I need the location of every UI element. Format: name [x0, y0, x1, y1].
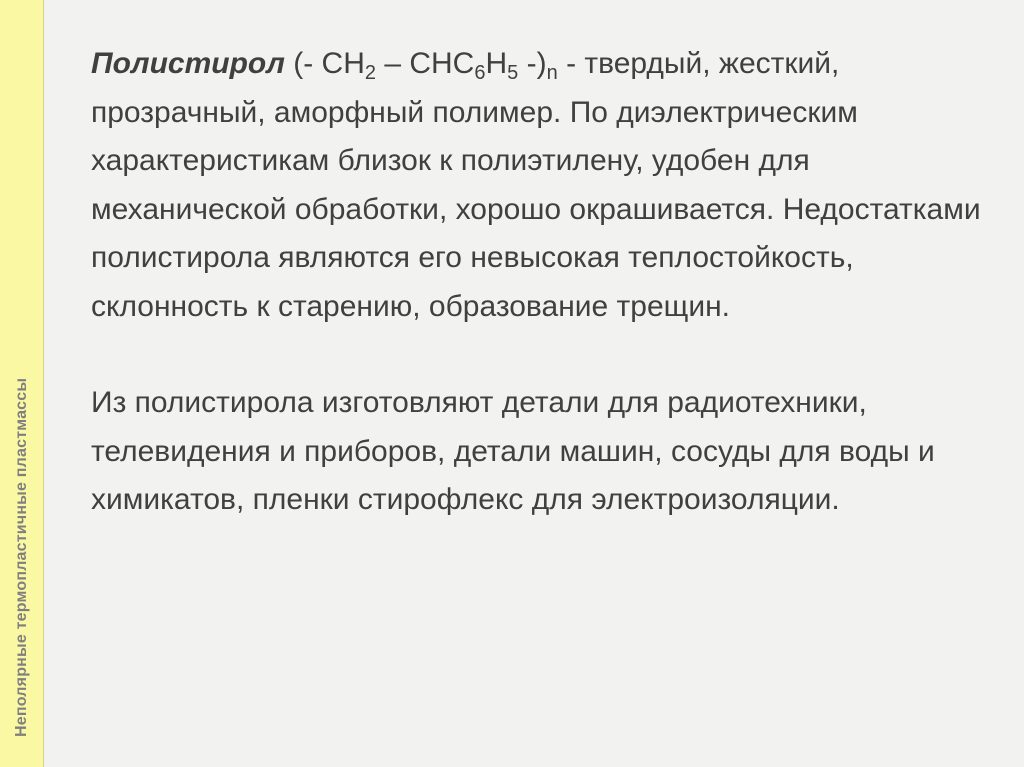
slide-content — [91, 40, 1011, 525]
paragraph1-text: - твердый, жесткий, прозрачный, аморфный полимер. По диэлектрическим характеристикам близок к полиэтилену, удобен для механической обработки, хорошо окрашивается. Недостатками полистирола являются его невысокая теплостойкость, склонность к старению, образование трещин. — [91, 47, 981, 323]
sidebar-title: Неполярные термопластичные пластмассы — [13, 377, 30, 737]
sidebar — [0, 0, 44, 767]
paragraph-polystyrene-properties — [91, 40, 1011, 331]
formula: (- $CH_2 - CHC_6H_5$ $-)_n$ — [284, 47, 558, 84]
term-polystyrene: Полистирол — [91, 47, 285, 80]
paragraph-polystyrene-uses: Из полистирола изготовляют детали для радиотехники, телевидения и приборов, детали машин, сосуды для воды и химикатов, пленки стирофлекс для электроизоляции. — [91, 386, 935, 516]
